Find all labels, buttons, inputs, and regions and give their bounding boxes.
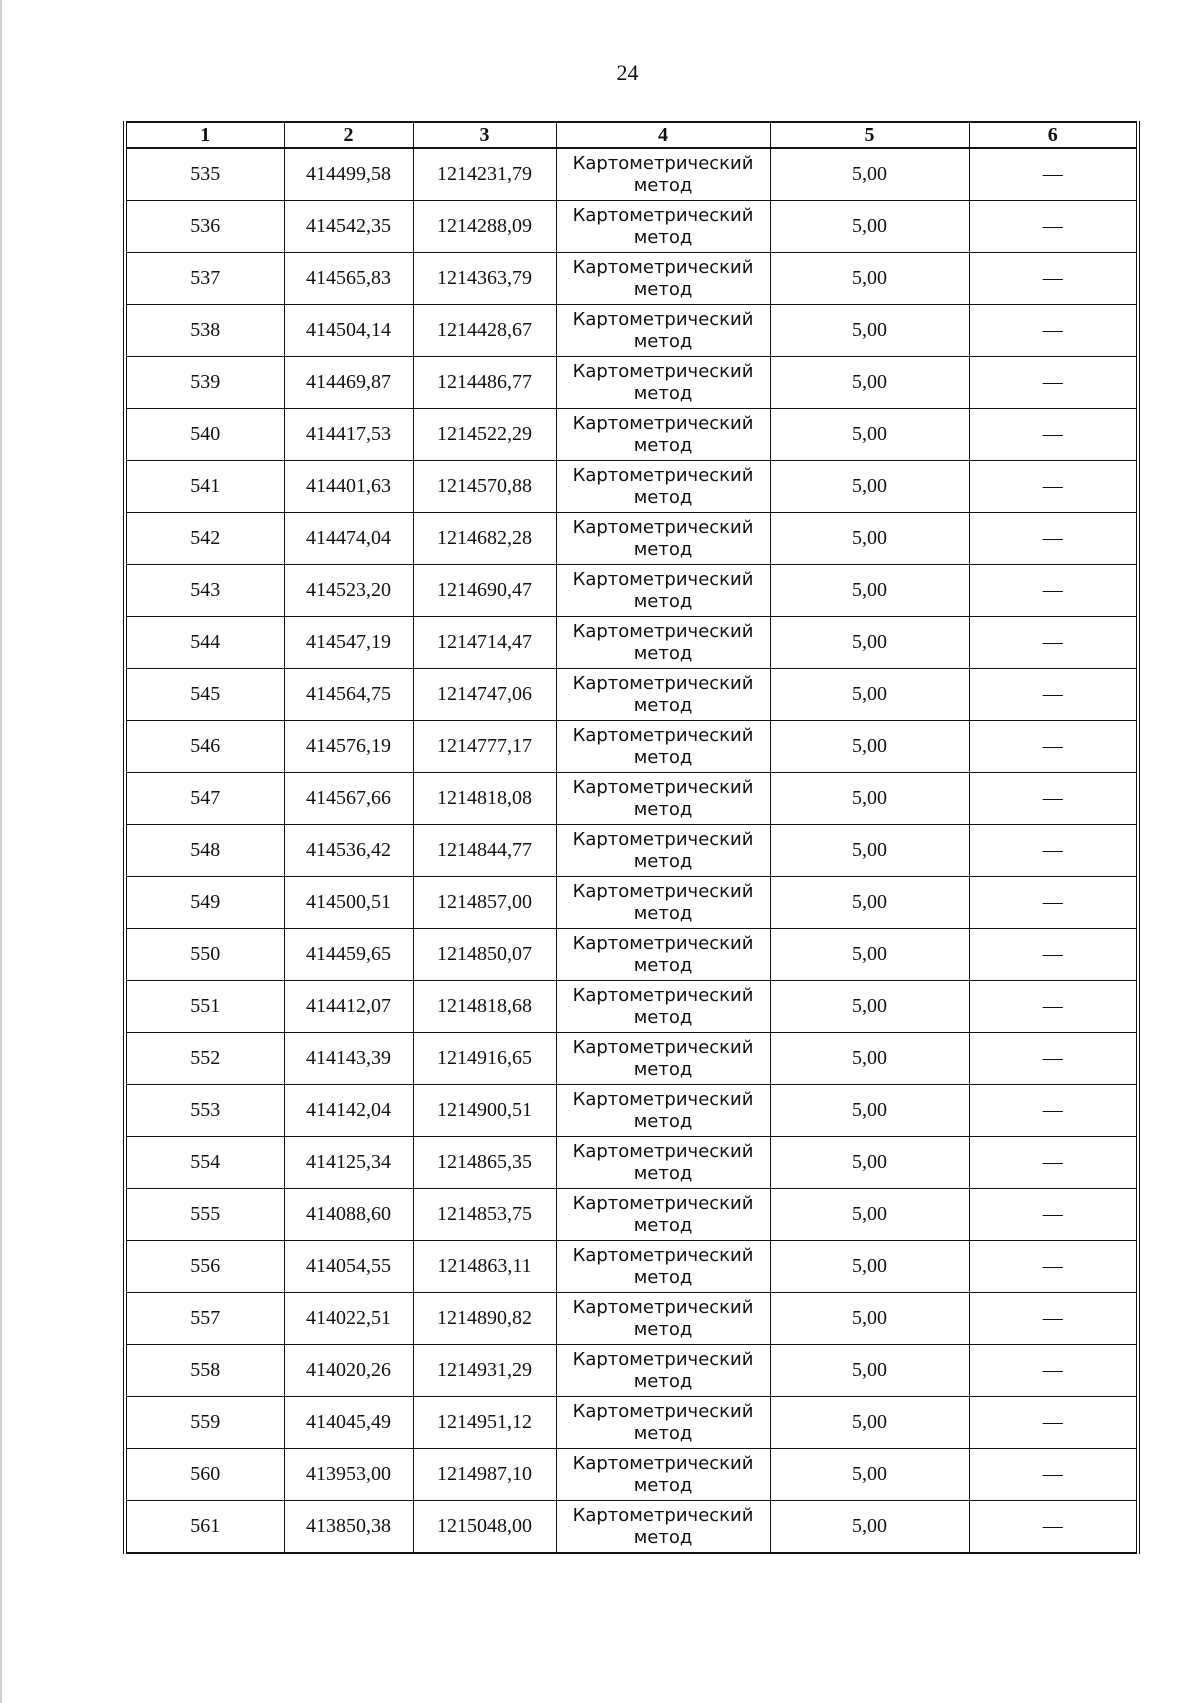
- note-cell: —: [969, 253, 1138, 305]
- x-coordinate-cell: 414474,04: [284, 513, 413, 565]
- note-cell: —: [969, 513, 1138, 565]
- table-row: [125, 513, 1138, 565]
- note-cell: —: [969, 669, 1138, 721]
- method-cell: [556, 1345, 770, 1397]
- method-cell: [556, 1449, 770, 1501]
- method-line-2: метод: [633, 226, 693, 248]
- point-number-cell: 549: [125, 877, 284, 929]
- method-line-1: Картометрический: [572, 984, 754, 1006]
- y-coordinate-cell: 1214690,47: [413, 565, 556, 617]
- method-line-2: метод: [633, 278, 693, 300]
- method-line-1: Картометрический: [572, 1400, 754, 1422]
- accuracy-cell: 5,00: [770, 357, 969, 409]
- x-coordinate-cell: 414045,49: [284, 1397, 413, 1449]
- x-coordinate-cell: 414547,19: [284, 617, 413, 669]
- table-row: [125, 1189, 1138, 1241]
- coordinates-table: [123, 121, 1140, 1554]
- accuracy-cell: 5,00: [770, 409, 969, 461]
- x-coordinate-cell: 413850,38: [284, 1501, 413, 1554]
- note-cell: —: [969, 773, 1138, 825]
- method-line-1: Картометрический: [572, 1348, 754, 1370]
- method-line-1: Картометрический: [572, 1452, 754, 1474]
- point-number-cell: 542: [125, 513, 284, 565]
- note-cell: —: [969, 929, 1138, 981]
- y-coordinate-cell: 1214818,68: [413, 981, 556, 1033]
- table-row: [125, 1241, 1138, 1293]
- point-number-cell: 557: [125, 1293, 284, 1345]
- accuracy-cell: 5,00: [770, 513, 969, 565]
- y-coordinate-cell: 1214857,00: [413, 877, 556, 929]
- method-line-2: метод: [633, 538, 693, 560]
- method-line-2: метод: [633, 174, 693, 196]
- table-row: [125, 565, 1138, 617]
- table-row: [125, 148, 1138, 201]
- table-row: [125, 1085, 1138, 1137]
- method-line-2: метод: [633, 486, 693, 508]
- point-number-cell: 541: [125, 461, 284, 513]
- x-coordinate-cell: 414022,51: [284, 1293, 413, 1345]
- x-coordinate-cell: 414412,07: [284, 981, 413, 1033]
- method-line-1: Картометрический: [572, 516, 754, 538]
- x-coordinate-cell: 414504,14: [284, 305, 413, 357]
- method-cell: [556, 201, 770, 253]
- method-cell: [556, 877, 770, 929]
- table-row: [125, 825, 1138, 877]
- accuracy-cell: 5,00: [770, 461, 969, 513]
- y-coordinate-cell: 1214865,35: [413, 1137, 556, 1189]
- note-cell: —: [969, 305, 1138, 357]
- method-line-1: Картометрический: [572, 828, 754, 850]
- note-cell: —: [969, 1397, 1138, 1449]
- point-number-cell: 559: [125, 1397, 284, 1449]
- accuracy-cell: 5,00: [770, 929, 969, 981]
- table-row: [125, 617, 1138, 669]
- method-cell: [556, 1241, 770, 1293]
- method-cell: [556, 1137, 770, 1189]
- header-col-4: 4: [556, 122, 770, 148]
- y-coordinate-cell: 1214916,65: [413, 1033, 556, 1085]
- x-coordinate-cell: 414564,75: [284, 669, 413, 721]
- y-coordinate-cell: 1214288,09: [413, 201, 556, 253]
- y-coordinate-cell: 1214850,07: [413, 929, 556, 981]
- accuracy-cell: 5,00: [770, 305, 969, 357]
- method-line-1: Картометрический: [572, 932, 754, 954]
- y-coordinate-cell: 1214900,51: [413, 1085, 556, 1137]
- method-line-1: Картометрический: [572, 1244, 754, 1266]
- method-cell: [556, 1293, 770, 1345]
- header-col-1: 1: [125, 122, 284, 148]
- y-coordinate-cell: 1214863,11: [413, 1241, 556, 1293]
- point-number-cell: 535: [125, 148, 284, 201]
- method-cell: [556, 1085, 770, 1137]
- note-cell: —: [969, 201, 1138, 253]
- accuracy-cell: 5,00: [770, 825, 969, 877]
- x-coordinate-cell: 413953,00: [284, 1449, 413, 1501]
- x-coordinate-cell: 414143,39: [284, 1033, 413, 1085]
- accuracy-cell: 5,00: [770, 1449, 969, 1501]
- note-cell: —: [969, 1085, 1138, 1137]
- method-line-1: Картометрический: [572, 724, 754, 746]
- method-line-2: метод: [633, 1474, 693, 1496]
- method-line-1: Картометрический: [572, 672, 754, 694]
- x-coordinate-cell: 414054,55: [284, 1241, 413, 1293]
- y-coordinate-cell: 1214853,75: [413, 1189, 556, 1241]
- method-line-2: метод: [633, 1370, 693, 1392]
- accuracy-cell: 5,00: [770, 617, 969, 669]
- y-coordinate-cell: 1214570,88: [413, 461, 556, 513]
- method-line-1: Картометрический: [572, 152, 754, 174]
- note-cell: —: [969, 357, 1138, 409]
- table-row: [125, 201, 1138, 253]
- method-line-1: Картометрический: [572, 360, 754, 382]
- x-coordinate-cell: 414567,66: [284, 773, 413, 825]
- note-cell: —: [969, 1189, 1138, 1241]
- note-cell: —: [969, 148, 1138, 201]
- x-coordinate-cell: 414459,65: [284, 929, 413, 981]
- method-cell: [556, 981, 770, 1033]
- note-cell: —: [969, 721, 1138, 773]
- method-line-2: метод: [633, 1318, 693, 1340]
- method-cell: [556, 305, 770, 357]
- point-number-cell: 547: [125, 773, 284, 825]
- point-number-cell: 561: [125, 1501, 284, 1554]
- method-line-2: метод: [633, 434, 693, 456]
- method-line-2: метод: [633, 798, 693, 820]
- table-row: [125, 981, 1138, 1033]
- point-number-cell: 551: [125, 981, 284, 1033]
- accuracy-cell: 5,00: [770, 1033, 969, 1085]
- y-coordinate-cell: 1214951,12: [413, 1397, 556, 1449]
- method-line-1: Картометрический: [572, 1192, 754, 1214]
- method-line-1: Картометрический: [572, 464, 754, 486]
- accuracy-cell: 5,00: [770, 981, 969, 1033]
- x-coordinate-cell: 414542,35: [284, 201, 413, 253]
- point-number-cell: 540: [125, 409, 284, 461]
- method-line-2: метод: [633, 642, 693, 664]
- y-coordinate-cell: 1214890,82: [413, 1293, 556, 1345]
- scan-edge-line: [0, 0, 2, 1703]
- accuracy-cell: 5,00: [770, 1345, 969, 1397]
- note-cell: —: [969, 1137, 1138, 1189]
- method-line-2: метод: [633, 902, 693, 924]
- accuracy-cell: 5,00: [770, 721, 969, 773]
- method-line-2: метод: [633, 1162, 693, 1184]
- x-coordinate-cell: 414469,87: [284, 357, 413, 409]
- accuracy-cell: 5,00: [770, 1189, 969, 1241]
- y-coordinate-cell: 1214231,79: [413, 148, 556, 201]
- method-line-1: Картометрический: [572, 1504, 754, 1526]
- x-coordinate-cell: 414523,20: [284, 565, 413, 617]
- method-cell: [556, 1501, 770, 1554]
- method-line-2: метод: [633, 382, 693, 404]
- point-number-cell: 536: [125, 201, 284, 253]
- method-cell: [556, 617, 770, 669]
- accuracy-cell: 5,00: [770, 1085, 969, 1137]
- table-row: [125, 929, 1138, 981]
- y-coordinate-cell: 1214428,67: [413, 305, 556, 357]
- method-line-2: метод: [633, 954, 693, 976]
- method-cell: [556, 929, 770, 981]
- point-number-cell: 545: [125, 669, 284, 721]
- method-cell: [556, 148, 770, 201]
- note-cell: —: [969, 1501, 1138, 1554]
- method-cell: [556, 357, 770, 409]
- x-coordinate-cell: 414500,51: [284, 877, 413, 929]
- table-row: [125, 721, 1138, 773]
- header-row: [125, 122, 1138, 148]
- y-coordinate-cell: 1214844,77: [413, 825, 556, 877]
- y-coordinate-cell: 1214747,06: [413, 669, 556, 721]
- method-cell: [556, 1397, 770, 1449]
- note-cell: —: [969, 825, 1138, 877]
- y-coordinate-cell: 1214682,28: [413, 513, 556, 565]
- x-coordinate-cell: 414088,60: [284, 1189, 413, 1241]
- x-coordinate-cell: 414536,42: [284, 825, 413, 877]
- table-row: [125, 1033, 1138, 1085]
- method-cell: [556, 513, 770, 565]
- point-number-cell: 548: [125, 825, 284, 877]
- table-header: [125, 122, 1138, 148]
- x-coordinate-cell: 414020,26: [284, 1345, 413, 1397]
- y-coordinate-cell: 1214777,17: [413, 721, 556, 773]
- point-number-cell: 538: [125, 305, 284, 357]
- method-cell: [556, 461, 770, 513]
- point-number-cell: 556: [125, 1241, 284, 1293]
- table-row: [125, 305, 1138, 357]
- method-cell: [556, 669, 770, 721]
- point-number-cell: 560: [125, 1449, 284, 1501]
- x-coordinate-cell: 414417,53: [284, 409, 413, 461]
- method-line-2: метод: [633, 1110, 693, 1132]
- table-row: [125, 253, 1138, 305]
- accuracy-cell: 5,00: [770, 773, 969, 825]
- point-number-cell: 558: [125, 1345, 284, 1397]
- header-col-3: 3: [413, 122, 556, 148]
- note-cell: —: [969, 409, 1138, 461]
- page-number: 24: [616, 60, 639, 85]
- note-cell: —: [969, 981, 1138, 1033]
- x-coordinate-cell: 414576,19: [284, 721, 413, 773]
- note-cell: —: [969, 1345, 1138, 1397]
- accuracy-cell: 5,00: [770, 877, 969, 929]
- point-number-cell: 543: [125, 565, 284, 617]
- method-line-1: Картометрический: [572, 1088, 754, 1110]
- header-col-5: 5: [770, 122, 969, 148]
- method-line-1: Картометрический: [572, 880, 754, 902]
- method-line-2: метод: [633, 1058, 693, 1080]
- y-coordinate-cell: 1214522,29: [413, 409, 556, 461]
- x-coordinate-cell: 414499,58: [284, 148, 413, 201]
- note-cell: —: [969, 1449, 1138, 1501]
- note-cell: —: [969, 1241, 1138, 1293]
- y-coordinate-cell: 1214714,47: [413, 617, 556, 669]
- table-body: [125, 148, 1138, 1553]
- accuracy-cell: 5,00: [770, 148, 969, 201]
- point-number-cell: 544: [125, 617, 284, 669]
- method-cell: [556, 253, 770, 305]
- method-line-1: Картометрический: [572, 204, 754, 226]
- table-row: [125, 1501, 1138, 1554]
- method-cell: [556, 1033, 770, 1085]
- point-number-cell: 550: [125, 929, 284, 981]
- method-line-1: Картометрический: [572, 568, 754, 590]
- accuracy-cell: 5,00: [770, 201, 969, 253]
- method-line-1: Картометрический: [572, 1296, 754, 1318]
- method-line-2: метод: [633, 1266, 693, 1288]
- table-row: [125, 877, 1138, 929]
- method-line-2: метод: [633, 746, 693, 768]
- note-cell: —: [969, 565, 1138, 617]
- accuracy-cell: 5,00: [770, 1501, 969, 1554]
- method-line-1: Картометрический: [572, 308, 754, 330]
- point-number-cell: 555: [125, 1189, 284, 1241]
- method-line-2: метод: [633, 590, 693, 612]
- table-row: [125, 1293, 1138, 1345]
- method-cell: [556, 825, 770, 877]
- accuracy-cell: 5,00: [770, 1241, 969, 1293]
- note-cell: —: [969, 617, 1138, 669]
- x-coordinate-cell: 414401,63: [284, 461, 413, 513]
- note-cell: —: [969, 1293, 1138, 1345]
- table-row: [125, 1397, 1138, 1449]
- table-row: [125, 1345, 1138, 1397]
- x-coordinate-cell: 414565,83: [284, 253, 413, 305]
- table-row: [125, 1137, 1138, 1189]
- y-coordinate-cell: 1215048,00: [413, 1501, 556, 1554]
- note-cell: —: [969, 877, 1138, 929]
- method-line-2: метод: [633, 850, 693, 872]
- point-number-cell: 537: [125, 253, 284, 305]
- point-number-cell: 546: [125, 721, 284, 773]
- method-line-2: метод: [633, 330, 693, 352]
- table-row: [125, 1449, 1138, 1501]
- table-row: [125, 773, 1138, 825]
- method-line-2: метод: [633, 1526, 693, 1548]
- point-number-cell: 554: [125, 1137, 284, 1189]
- y-coordinate-cell: 1214931,29: [413, 1345, 556, 1397]
- y-coordinate-cell: 1214486,77: [413, 357, 556, 409]
- method-cell: [556, 773, 770, 825]
- y-coordinate-cell: 1214987,10: [413, 1449, 556, 1501]
- accuracy-cell: 5,00: [770, 669, 969, 721]
- table-row: [125, 669, 1138, 721]
- table-row: [125, 409, 1138, 461]
- accuracy-cell: 5,00: [770, 565, 969, 617]
- accuracy-cell: 5,00: [770, 1397, 969, 1449]
- point-number-cell: 553: [125, 1085, 284, 1137]
- note-cell: —: [969, 461, 1138, 513]
- header-col-6: 6: [969, 122, 1138, 148]
- method-cell: [556, 721, 770, 773]
- accuracy-cell: 5,00: [770, 1293, 969, 1345]
- y-coordinate-cell: 1214363,79: [413, 253, 556, 305]
- table-row: [125, 357, 1138, 409]
- method-line-1: Картометрический: [572, 776, 754, 798]
- method-line-1: Картометрический: [572, 256, 754, 278]
- method-line-1: Картометрический: [572, 620, 754, 642]
- x-coordinate-cell: 414142,04: [284, 1085, 413, 1137]
- method-line-2: метод: [633, 694, 693, 716]
- accuracy-cell: 5,00: [770, 253, 969, 305]
- point-number-cell: 552: [125, 1033, 284, 1085]
- method-cell: [556, 1189, 770, 1241]
- method-cell: [556, 409, 770, 461]
- y-coordinate-cell: 1214818,08: [413, 773, 556, 825]
- method-line-1: Картометрический: [572, 1036, 754, 1058]
- method-line-1: Картометрический: [572, 412, 754, 434]
- header-col-2: 2: [284, 122, 413, 148]
- method-line-2: метод: [633, 1214, 693, 1236]
- table-row: [125, 461, 1138, 513]
- method-cell: [556, 565, 770, 617]
- method-line-2: метод: [633, 1422, 693, 1444]
- accuracy-cell: 5,00: [770, 1137, 969, 1189]
- method-line-1: Картометрический: [572, 1140, 754, 1162]
- note-cell: —: [969, 1033, 1138, 1085]
- method-line-2: метод: [633, 1006, 693, 1028]
- x-coordinate-cell: 414125,34: [284, 1137, 413, 1189]
- point-number-cell: 539: [125, 357, 284, 409]
